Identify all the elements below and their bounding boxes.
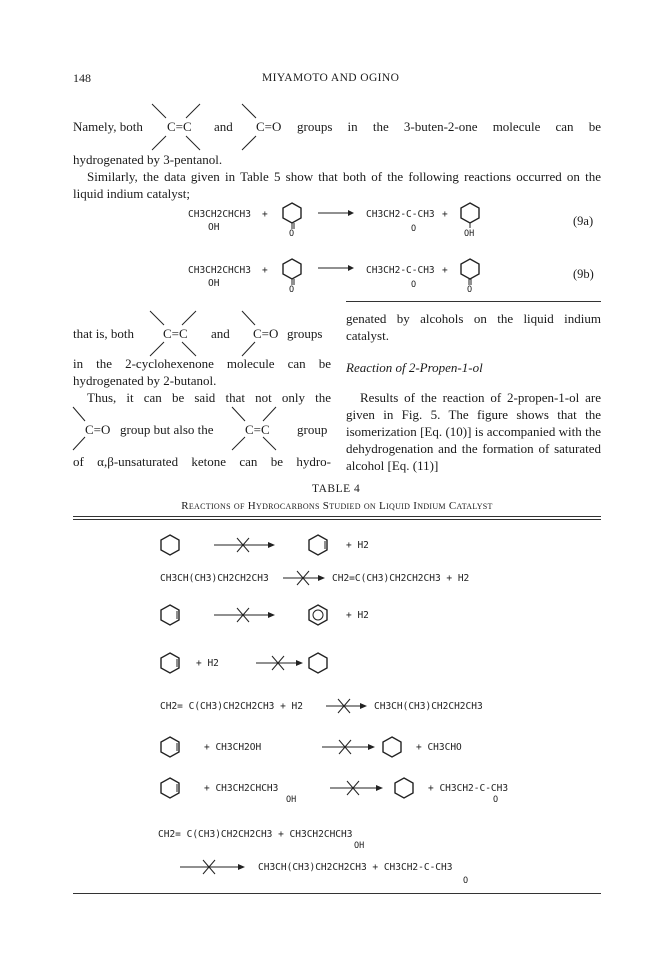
eq9b-ketone-o: O xyxy=(289,285,295,295)
eq9a-ketone-o: O xyxy=(289,229,295,239)
hydrogenated-line: hydrogenated by 3-pentanol. xyxy=(73,152,223,167)
eq9b-label: (9b) xyxy=(573,267,594,281)
table-row-2-lhs: CH3CH(CH3)CH2CH2CH3 xyxy=(160,573,269,584)
cyclohexane-icon xyxy=(395,778,413,798)
namely-co: C=O xyxy=(256,119,282,134)
eq9b-product-o: O xyxy=(411,280,417,290)
table-row-7-lhs-oh: OH xyxy=(286,795,297,805)
table-row-1-rhs: + H2 xyxy=(346,540,369,551)
eq9a-product: CH3CH2-C-CH3 xyxy=(366,209,435,220)
table-bottom-rule xyxy=(73,893,601,894)
eq9a-plus: + xyxy=(262,209,268,220)
table-top-rule-2 xyxy=(73,519,601,520)
namely-suffix: groups in the 3-buten-2-one molecule can be xyxy=(297,119,601,134)
eq9b-product: CH3CH2-C-CH3 xyxy=(366,265,435,276)
table-row-7-lhs: + CH3CH2CHCH3 xyxy=(204,783,279,794)
eq9b-plus-2: + xyxy=(442,265,448,276)
cyclohexene-icon xyxy=(161,605,179,625)
eq9b-plus: + xyxy=(262,265,268,276)
table-row-8-lhs-oh: OH xyxy=(354,841,365,851)
benzene-icon xyxy=(309,605,327,625)
namely-cc: C=C xyxy=(167,119,192,134)
left-para-1: in the 2-cyclohexenone molecule can be hydrogenated by 2-butanol. xyxy=(73,356,331,388)
table-row-2-rhs: CH2=C(CH3)CH2CH2CH3 + H2 xyxy=(332,573,470,584)
that-is-suffix: groups xyxy=(287,326,323,341)
namely-and: and xyxy=(214,119,233,134)
cyclohexane-icon xyxy=(383,737,401,757)
page-number: 148 xyxy=(73,71,91,85)
table-row-6-rhs: + CH3CHO xyxy=(416,742,462,753)
table-row-4-lhs: + H2 xyxy=(196,658,219,669)
that-is-and: and xyxy=(211,326,230,341)
similarly-paragraph: Similarly, the data given in Table 5 show that both of the following reactions occurred on the liquid indium catalyst; xyxy=(73,169,601,201)
section-heading: Reaction of 2-Propen-1-ol xyxy=(346,360,483,375)
eq9a-product-oh: OH xyxy=(464,229,475,239)
table-row-3-rhs: + H2 xyxy=(346,610,369,621)
eq9a-alcohol-oh: OH xyxy=(208,222,220,233)
eq9a-product-o: O xyxy=(411,224,417,234)
left-group-but: group but also the xyxy=(120,422,214,437)
eq9a-plus-2: + xyxy=(442,209,448,220)
table-row-7-rhs: + CH3CH2-C-CH3 xyxy=(428,783,509,794)
cyclohexane-icon xyxy=(309,653,327,673)
table-row-6-lhs: + CH3CH2OH xyxy=(204,742,262,753)
namely-prefix: Namely, both xyxy=(73,119,143,134)
left-group-word: group xyxy=(297,422,328,437)
table-row-7-rhs-o: O xyxy=(493,795,499,805)
table-row-8-rhs-o: O xyxy=(463,876,469,886)
table-row-5-lhs: CH2= C(CH3)CH2CH2CH3 + H2 xyxy=(160,701,303,712)
table-top-rule xyxy=(73,516,601,517)
column-top-rule xyxy=(346,301,601,302)
no-reaction-arrow-icon xyxy=(0,0,1,1)
that-is-prefix: that is, both xyxy=(73,326,135,341)
eq9a-label: (9a) xyxy=(573,214,594,228)
left-cc: C=C xyxy=(245,422,270,437)
table-row-5-rhs: CH3CH(CH3)CH2CH2CH3 xyxy=(374,701,483,712)
table-caption: Reactions of Hydrocarbons Studied on Liquid Indium Catalyst xyxy=(181,500,493,512)
eq9b-alcohol-oh: OH xyxy=(208,278,220,289)
left-last-line: of α,β-unsaturated ketone can be hydro- xyxy=(73,454,331,469)
left-para-2-start: Thus, it can be said that not only the xyxy=(87,390,331,405)
that-is-co: C=O xyxy=(253,326,279,341)
eq9b-alcohol: CH3CH2CHCH3 xyxy=(188,265,251,276)
table-row-8-lhs: CH2= C(CH3)CH2CH2CH3 + CH3CH2CHCH3 xyxy=(158,829,353,840)
cyclohexane-icon xyxy=(161,535,179,555)
cyclohexene-icon xyxy=(161,737,179,757)
running-title: MIYAMOTO AND OGINO xyxy=(262,72,400,84)
cyclohexene-icon xyxy=(309,535,327,555)
right-para-2: Results of the reaction of 2-propen-1-ol are given in Fig. 5. The figure shows that the isomerization [Eq. (10)] is accompanied with the dehydrogenation and the formation of saturated alcohol [Eq. (11)] xyxy=(346,390,601,473)
cyclohexene-icon xyxy=(161,778,179,798)
left-co: C=O xyxy=(85,422,111,437)
table-title: TABLE 4 xyxy=(312,483,361,495)
eq9a-alcohol: CH3CH2CHCH3 xyxy=(188,209,251,220)
table-row-8-rhs: CH3CH(CH3)CH2CH2CH3 + CH3CH2-C-CH3 xyxy=(258,862,453,873)
cyclohexene-icon xyxy=(161,653,179,673)
that-is-cc: C=C xyxy=(163,326,188,341)
right-para-1: genated by alcohols on the liquid indium catalyst. xyxy=(346,311,601,343)
eq9b-product-ketone-o: O xyxy=(467,285,473,295)
